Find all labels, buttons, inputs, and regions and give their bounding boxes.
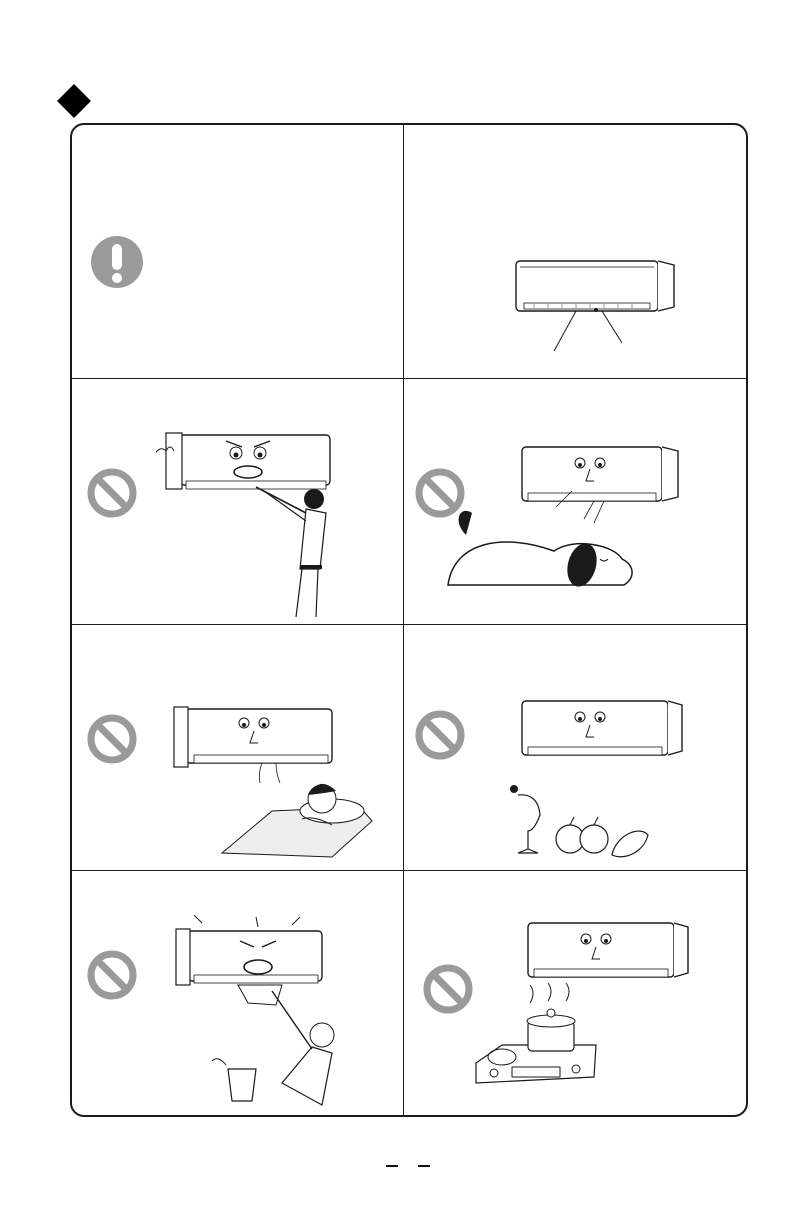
panel-no-heat-source bbox=[404, 871, 746, 1115]
prohibition-icon bbox=[86, 949, 138, 1001]
panel-no-water-cleaning bbox=[72, 871, 404, 1115]
panel-no-food-storage bbox=[404, 625, 746, 871]
sleeping-dog-icon bbox=[444, 441, 684, 601]
panel-no-direct-air-people bbox=[72, 625, 404, 871]
indoor-unit-with-pointers-icon bbox=[514, 255, 684, 355]
prohibition-icon bbox=[86, 467, 138, 519]
exclamation-icon bbox=[90, 235, 144, 289]
panel-no-direct-air-pets bbox=[404, 379, 746, 625]
panel-hands-off-louver bbox=[72, 379, 404, 625]
safety-panel-grid bbox=[70, 123, 748, 1117]
stove-and-pot-icon bbox=[474, 917, 694, 1097]
fruit-and-glass-icon bbox=[494, 695, 684, 865]
man-splashing-water-icon bbox=[172, 915, 342, 1115]
prohibition-icon bbox=[414, 709, 466, 761]
page-number-mark bbox=[418, 1165, 430, 1167]
panel-caution bbox=[72, 125, 404, 379]
man-reaching-louver-icon bbox=[156, 429, 356, 619]
diamond-bullet-icon bbox=[57, 84, 91, 118]
sleeping-person-icon bbox=[172, 703, 392, 863]
prohibition-icon bbox=[422, 963, 474, 1015]
panel-unit-labels bbox=[404, 125, 746, 379]
page-number-mark bbox=[386, 1165, 398, 1167]
prohibition-icon bbox=[86, 713, 138, 765]
